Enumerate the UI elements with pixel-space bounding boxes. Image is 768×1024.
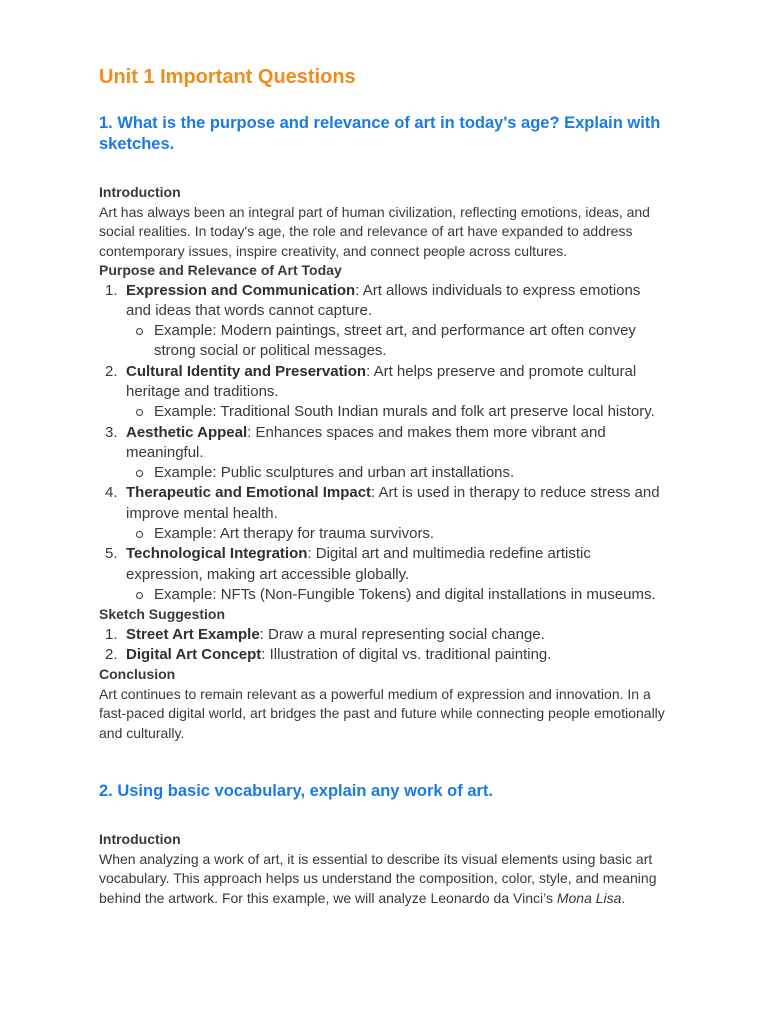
- item-number: 3.: [105, 423, 118, 441]
- purpose-item: [99, 544, 668, 605]
- sketch-item: [99, 625, 668, 645]
- sketch-item: [99, 645, 668, 665]
- question-1-heading: 1. What is the purpose and relevance of art in today's age? Explain with sketches.: [99, 114, 661, 153]
- item-title: Therapeutic and Emotional Impact: [126, 484, 372, 502]
- q1-sketch-label: Sketch Suggestion: [99, 606, 226, 623]
- example-list: [126, 321, 668, 362]
- purpose-item: [99, 483, 668, 544]
- example-item: [126, 463, 668, 483]
- item-text: : Art is used in therapy to reduce stress and improve mental health.: [126, 484, 660, 522]
- item-title: Aesthetic Appeal: [126, 423, 248, 441]
- example-item: [126, 402, 668, 422]
- item-text: : Draw a mural representing social change.: [259, 625, 545, 643]
- q1-intro-text: Art has always been an integral part of human civilization, reflecting emotions, ideas, and social realities. In today's age, the role and relevance of art have expanded to address contemporary issues, inspire creativity, and connect people across cultures.: [99, 203, 650, 259]
- item-number: 4.: [105, 484, 118, 502]
- q2-intro-end: .: [621, 889, 626, 906]
- purpose-item: [99, 362, 668, 423]
- item-text: : Art helps preserve and promote cultural heritage and traditions.: [126, 362, 637, 400]
- item-number: 1.: [105, 625, 118, 643]
- q1-purpose-label: Purpose and Relevance of Art Today: [99, 262, 342, 278]
- example-item: [126, 585, 668, 605]
- item-text: : Illustration of digital vs. traditional painting.: [261, 646, 552, 664]
- item-title: Technological Integration: [126, 545, 308, 563]
- circle-bullet-icon: [136, 409, 143, 416]
- item-number: 2.: [105, 362, 118, 380]
- purpose-item: [99, 423, 668, 484]
- example-text: Example: Public sculptures and urban art installations.: [154, 464, 515, 482]
- circle-bullet-icon: [136, 531, 143, 538]
- item-title: Digital Art Concept: [126, 646, 262, 664]
- sketch-list: [99, 625, 668, 666]
- circle-bullet-icon: [136, 470, 143, 477]
- purpose-list: [99, 281, 668, 606]
- example-text: Example: NFTs (Non-Fungible Tokens) and digital installations in museums.: [154, 585, 656, 603]
- purpose-item: [99, 281, 668, 362]
- example-list: [126, 402, 668, 422]
- question-2-heading: 2. Using basic vocabulary, explain any work of art.: [99, 782, 493, 801]
- item-number: 2.: [105, 646, 118, 664]
- example-text: Example: Modern paintings, street art, and performance art often convey strong social or political messages.: [154, 322, 636, 360]
- page-title: Unit 1 Important Questions: [99, 66, 356, 88]
- example-item: [126, 321, 668, 362]
- item-title: Street Art Example: [126, 625, 260, 643]
- circle-bullet-icon: [136, 328, 143, 335]
- q1-conclusion-text: Art continues to remain relevant as a powerful medium of expression and innovation. In a fast-paced digital world, art bridges the past and future while connecting people emotionally and culturally.: [99, 685, 665, 741]
- artwork-title: Mona Lisa: [556, 889, 622, 906]
- example-item: [126, 524, 668, 544]
- item-text: : Art allows individuals to express emotions and ideas that words cannot capture.: [126, 281, 641, 319]
- item-text: : Enhances spaces and makes them more vibrant and meaningful.: [126, 423, 606, 461]
- example-text: Example: Art therapy for trauma survivors.: [154, 525, 435, 543]
- item-title: Cultural Identity and Preservation: [126, 362, 367, 380]
- example-text: Example: Traditional South Indian murals and folk art preserve local history.: [154, 403, 655, 421]
- item-number: 1.: [105, 281, 118, 299]
- item-number: 5.: [105, 545, 118, 563]
- q1-conclusion-label: Conclusion: [99, 666, 176, 683]
- example-list: [126, 585, 668, 605]
- example-list: [126, 524, 668, 544]
- circle-bullet-icon: [136, 592, 143, 599]
- q1-intro-label: Introduction: [99, 184, 181, 200]
- example-list: [126, 463, 668, 483]
- item-title: Expression and Communication: [126, 281, 356, 299]
- q2-intro-text: [99, 850, 668, 909]
- item-text: : Digital art and multimedia redefine artistic expression, making art accessible globally.: [126, 545, 591, 583]
- q2-intro-main: When analyzing a work of art, it is essential to describe its visual elements using basic art vocabulary. This approach helps us understand the composition, color, style, and meaning behind the artwork. For this example, we will analyze Leonardo da Vinci’s: [99, 850, 657, 906]
- q2-intro-label: Introduction: [99, 831, 181, 848]
